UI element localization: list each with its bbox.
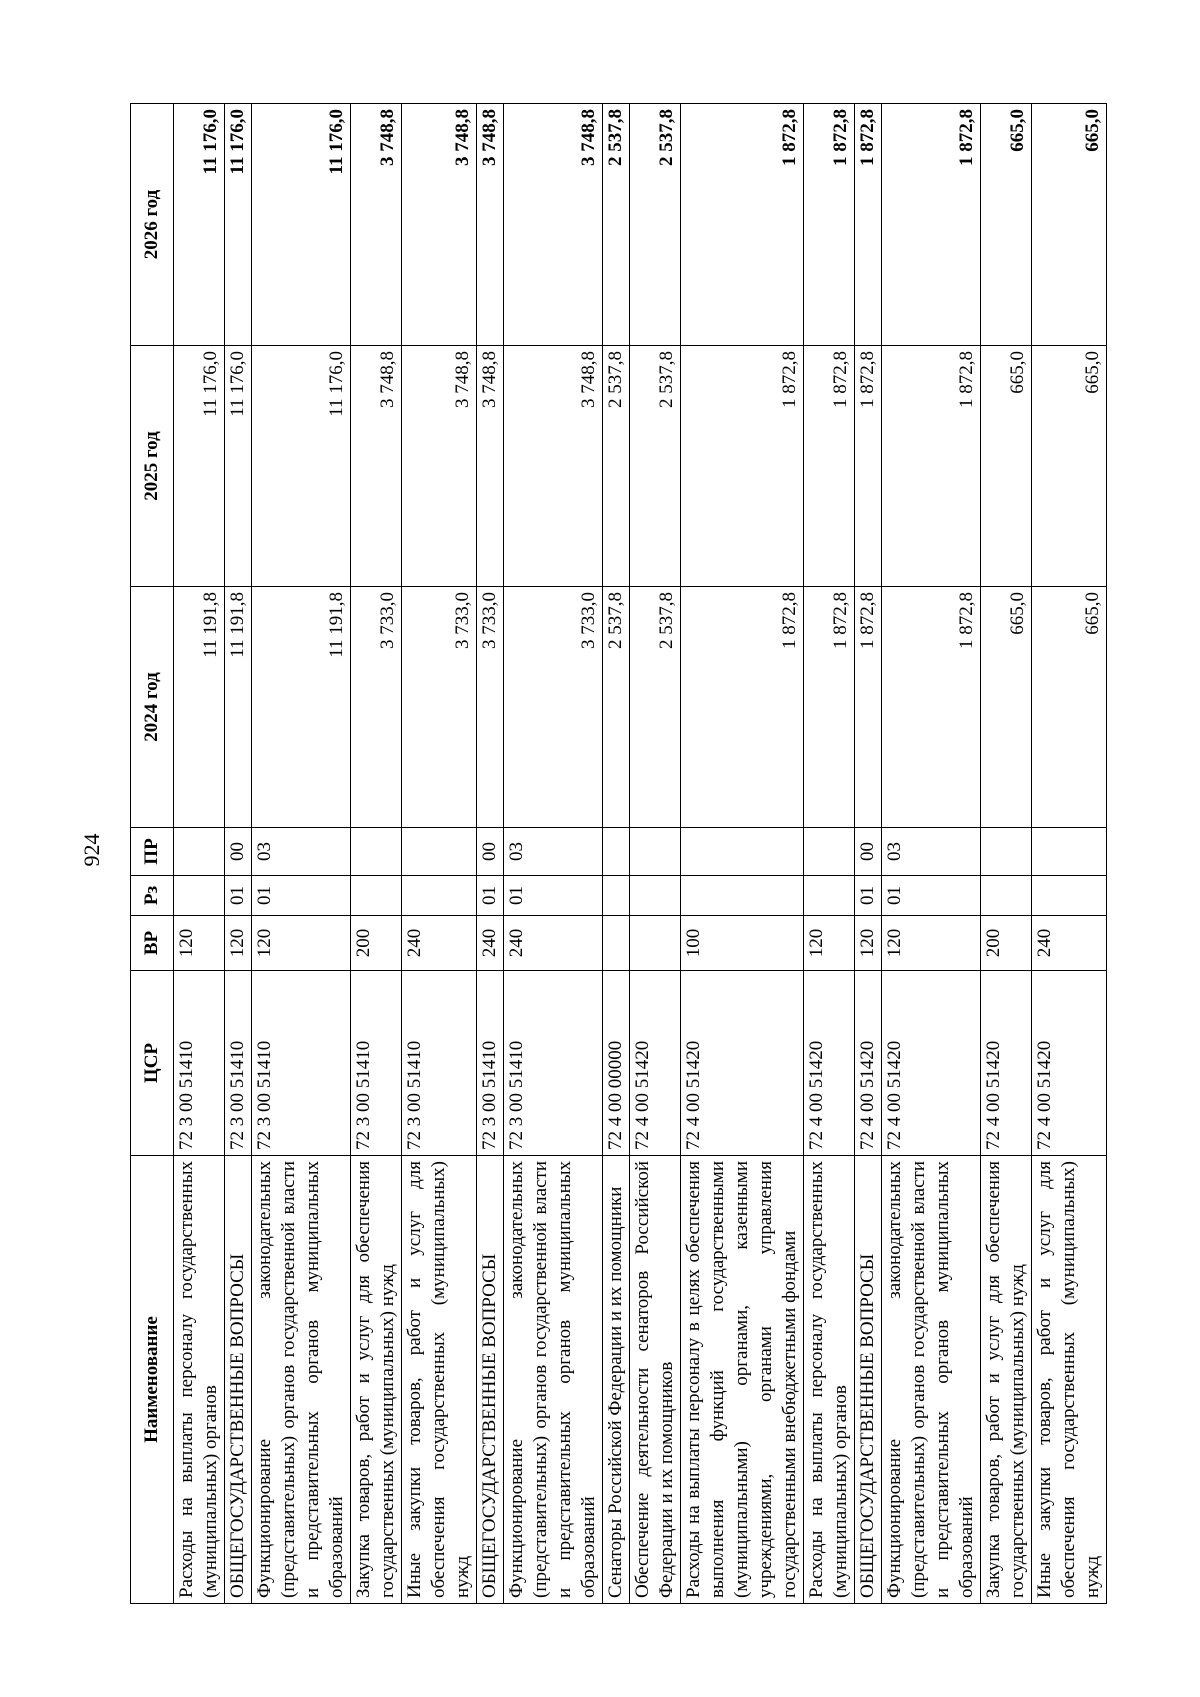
cell-csr: 72 4 00 51420 xyxy=(855,971,882,1156)
header-2024: 2024 год xyxy=(131,587,174,828)
cell-name: Функционирование законодательных (представительных) органов государственной власти и представительных органов муниципальных образований xyxy=(504,1156,603,1604)
cell-pr: 03 xyxy=(882,828,981,876)
cell-2024: 11 191,8 xyxy=(174,587,225,828)
cell-name: Сенаторы Российской Федерации и их помощники xyxy=(603,1156,630,1604)
cell-csr: 72 3 00 51410 xyxy=(402,971,477,1156)
cell-pr: 00 xyxy=(225,828,252,876)
cell-2026: 1 872,8 xyxy=(855,104,882,346)
cell-2025: 11 176,0 xyxy=(252,346,351,587)
cell-pr xyxy=(981,828,1032,876)
cell-2025: 1 872,8 xyxy=(882,346,981,587)
cell-vr: 100 xyxy=(681,916,804,971)
cell-pr xyxy=(804,828,855,876)
cell-csr: 72 3 00 51410 xyxy=(225,971,252,1156)
cell-pr xyxy=(630,828,681,876)
cell-vr: 120 xyxy=(252,916,351,971)
cell-2025: 3 748,8 xyxy=(477,346,504,587)
cell-2024: 3 733,0 xyxy=(402,587,477,828)
cell-csr: 72 3 00 51410 xyxy=(174,971,225,1156)
cell-2025: 11 176,0 xyxy=(174,346,225,587)
cell-pr: 00 xyxy=(477,828,504,876)
cell-2026: 2 537,8 xyxy=(630,104,681,346)
header-rz: Рз xyxy=(131,876,174,916)
cell-2024: 665,0 xyxy=(981,587,1032,828)
cell-name: ОБЩЕГОСУДАРСТВЕННЫЕ ВОПРОСЫ xyxy=(477,1156,504,1604)
table-row xyxy=(603,104,630,1604)
cell-name: Расходы на выплаты персоналу в целях обеспечения выполнения функций государственными (муниципальными) органами, казенными учреждениями, органами управления государственными внебюджетными фондами xyxy=(681,1156,804,1604)
cell-csr: 72 3 00 51410 xyxy=(477,971,504,1156)
header-row xyxy=(131,104,174,1604)
cell-2026: 3 748,8 xyxy=(351,104,402,346)
cell-vr: 120 xyxy=(855,916,882,971)
cell-pr xyxy=(402,828,477,876)
page-number: 924 xyxy=(79,833,104,867)
cell-pr xyxy=(174,828,225,876)
cell-2026: 1 872,8 xyxy=(681,104,804,346)
cell-2024: 3 733,0 xyxy=(477,587,504,828)
header-name: Наименование xyxy=(131,1156,174,1604)
cell-2025: 11 176,0 xyxy=(225,346,252,587)
header-vr: ВР xyxy=(131,916,174,971)
cell-2026: 11 176,0 xyxy=(252,104,351,346)
cell-rz: 01 xyxy=(225,876,252,916)
cell-2026: 11 176,0 xyxy=(174,104,225,346)
cell-2024: 3 733,0 xyxy=(504,587,603,828)
cell-2026: 2 537,8 xyxy=(603,104,630,346)
cell-csr: 72 4 00 51420 xyxy=(1032,971,1107,1156)
cell-rz: 01 xyxy=(252,876,351,916)
cell-2024: 11 191,8 xyxy=(225,587,252,828)
table-row xyxy=(855,104,882,1604)
cell-vr: 240 xyxy=(402,916,477,971)
cell-csr: 72 4 00 51420 xyxy=(804,971,855,1156)
cell-vr: 120 xyxy=(804,916,855,971)
cell-name: Иные закупки товаров, работ и услуг для обеспечения государственных (муниципальных) нужд xyxy=(402,1156,477,1604)
cell-2025: 3 748,8 xyxy=(504,346,603,587)
table-row xyxy=(981,104,1032,1604)
cell-2025: 665,0 xyxy=(981,346,1032,587)
cell-name: Расходы на выплаты персоналу государственных (муниципальных) органов xyxy=(174,1156,225,1604)
cell-csr: 72 4 00 00000 xyxy=(603,971,630,1156)
cell-2026: 1 872,8 xyxy=(882,104,981,346)
table-row xyxy=(477,104,504,1604)
cell-rz: 01 xyxy=(855,876,882,916)
cell-2026: 3 748,8 xyxy=(504,104,603,346)
cell-2024: 1 872,8 xyxy=(804,587,855,828)
cell-name: Обеспечение деятельности сенаторов Российской Федерации и их помощников xyxy=(630,1156,681,1604)
cell-name: ОБЩЕГОСУДАРСТВЕННЫЕ ВОПРОСЫ xyxy=(855,1156,882,1604)
cell-2024: 665,0 xyxy=(1032,587,1107,828)
cell-2025: 1 872,8 xyxy=(855,346,882,587)
header-csr: ЦСР xyxy=(131,971,174,1156)
cell-vr: 240 xyxy=(477,916,504,971)
header-pr: ПР xyxy=(131,828,174,876)
cell-rz xyxy=(351,876,402,916)
table-row xyxy=(630,104,681,1604)
table-row xyxy=(504,104,603,1604)
cell-pr xyxy=(1032,828,1107,876)
budget-table xyxy=(130,103,1107,1604)
table-row xyxy=(351,104,402,1604)
cell-pr: 00 xyxy=(855,828,882,876)
cell-pr xyxy=(603,828,630,876)
cell-csr: 72 4 00 51420 xyxy=(882,971,981,1156)
cell-name: Закупка товаров, работ и услуг для обеспечения государственных (муниципальных) нужд xyxy=(981,1156,1032,1604)
cell-2024: 11 191,8 xyxy=(252,587,351,828)
cell-vr xyxy=(603,916,630,971)
cell-rz xyxy=(402,876,477,916)
cell-2024: 2 537,8 xyxy=(630,587,681,828)
cell-vr xyxy=(630,916,681,971)
cell-rz: 01 xyxy=(504,876,603,916)
cell-vr: 240 xyxy=(504,916,603,971)
cell-csr: 72 4 00 51420 xyxy=(981,971,1032,1156)
cell-rz xyxy=(603,876,630,916)
cell-vr: 240 xyxy=(1032,916,1107,971)
cell-vr: 200 xyxy=(981,916,1032,971)
cell-2024: 2 537,8 xyxy=(603,587,630,828)
header-2026: 2026 год xyxy=(131,104,174,346)
table-row xyxy=(402,104,477,1604)
cell-2025: 1 872,8 xyxy=(681,346,804,587)
rotated-table-container xyxy=(130,104,1103,1604)
cell-2024: 1 872,8 xyxy=(681,587,804,828)
cell-rz xyxy=(630,876,681,916)
cell-2025: 2 537,8 xyxy=(603,346,630,587)
cell-csr: 72 3 00 51410 xyxy=(504,971,603,1156)
cell-name: Иные закупки товаров, работ и услуг для обеспечения государственных (муниципальных) нужд xyxy=(1032,1156,1107,1604)
cell-2024: 3 733,0 xyxy=(351,587,402,828)
cell-rz xyxy=(681,876,804,916)
cell-csr: 72 4 00 51420 xyxy=(630,971,681,1156)
cell-2024: 1 872,8 xyxy=(882,587,981,828)
table-row xyxy=(174,104,225,1604)
table-row xyxy=(225,104,252,1604)
cell-pr xyxy=(681,828,804,876)
cell-2026: 665,0 xyxy=(1032,104,1107,346)
cell-rz xyxy=(174,876,225,916)
cell-2026: 665,0 xyxy=(981,104,1032,346)
cell-2026: 3 748,8 xyxy=(402,104,477,346)
cell-rz xyxy=(804,876,855,916)
cell-pr xyxy=(351,828,402,876)
cell-vr: 120 xyxy=(882,916,981,971)
table-row xyxy=(252,104,351,1604)
cell-2025: 2 537,8 xyxy=(630,346,681,587)
cell-vr: 200 xyxy=(351,916,402,971)
cell-rz: 01 xyxy=(882,876,981,916)
table-row xyxy=(882,104,981,1604)
cell-2025: 1 872,8 xyxy=(804,346,855,587)
cell-name: Функционирование законодательных (представительных) органов государственной власти и представительных органов муниципальных образований xyxy=(882,1156,981,1604)
cell-name: Функционирование законодательных (представительных) органов государственной власти и представительных органов муниципальных образований xyxy=(252,1156,351,1604)
table-row xyxy=(1032,104,1107,1604)
cell-2025: 3 748,8 xyxy=(402,346,477,587)
cell-rz xyxy=(1032,876,1107,916)
table-row xyxy=(681,104,804,1604)
header-2025: 2025 год xyxy=(131,346,174,587)
cell-pr: 03 xyxy=(252,828,351,876)
cell-vr: 120 xyxy=(174,916,225,971)
cell-name: ОБЩЕГОСУДАРСТВЕННЫЕ ВОПРОСЫ xyxy=(225,1156,252,1604)
cell-2026: 3 748,8 xyxy=(477,104,504,346)
cell-2025: 665,0 xyxy=(1032,346,1107,587)
cell-pr: 03 xyxy=(504,828,603,876)
cell-csr: 72 3 00 51410 xyxy=(351,971,402,1156)
cell-2025: 3 748,8 xyxy=(351,346,402,587)
cell-rz xyxy=(981,876,1032,916)
table-row xyxy=(804,104,855,1604)
cell-2024: 1 872,8 xyxy=(855,587,882,828)
cell-csr: 72 3 00 51410 xyxy=(252,971,351,1156)
cell-rz: 01 xyxy=(477,876,504,916)
table-body xyxy=(174,104,1107,1604)
cell-name: Расходы на выплаты персоналу государственных (муниципальных) органов xyxy=(804,1156,855,1604)
cell-2026: 1 872,8 xyxy=(804,104,855,346)
cell-name: Закупка товаров, работ и услуг для обеспечения государственных (муниципальных) нужд xyxy=(351,1156,402,1604)
cell-vr: 120 xyxy=(225,916,252,971)
cell-csr: 72 4 00 51420 xyxy=(681,971,804,1156)
cell-2026: 11 176,0 xyxy=(225,104,252,346)
